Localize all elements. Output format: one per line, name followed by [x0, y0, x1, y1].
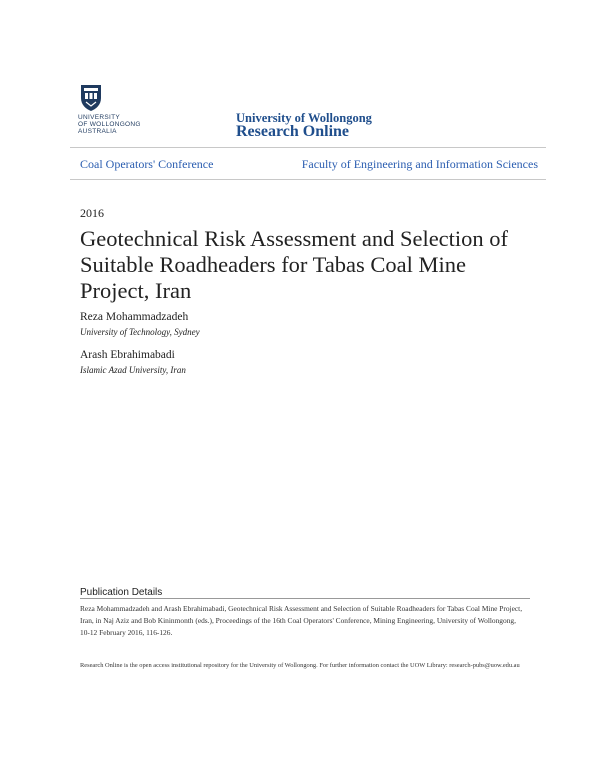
repository-name[interactable]: Research Online — [236, 123, 350, 140]
author-name: Arash Ebrahimabadi — [80, 349, 175, 361]
header-divider — [70, 147, 546, 148]
publication-details-heading: Publication Details — [80, 587, 163, 598]
logo-line: AUSTRALIA — [78, 128, 117, 135]
publication-year: 2016 — [80, 206, 104, 220]
nav-divider — [70, 179, 546, 180]
paper-title: Geotechnical Risk Assessment and Selection of Suitable Roadheaders for Tabas Coal Mine Project, Iran — [80, 226, 509, 303]
logo-line: UNIVERSITY — [78, 114, 121, 121]
publication-divider — [80, 598, 530, 599]
university-wordmark — [78, 114, 141, 135]
conference-link[interactable]: Coal Operators' Conference — [80, 157, 214, 171]
logo-line: OF WOLLONGONG — [78, 121, 141, 128]
author-name: Reza Mohammadzadeh — [80, 311, 189, 323]
faculty-link[interactable]: Faculty of Engineering and Information Sciences — [301, 157, 538, 171]
repository-footer: Research Online is the open access institutional repository for the University of Wollongong. For further information contact the UOW Library: research-pubs@uow.edu.au — [80, 662, 520, 669]
publication-details-text: Reza Mohammadzadeh and Arash Ebrahimabadi, Geotechnical Risk Assessment and Selection of Suitable Roadheaders for Tabas Coal Mine Project, Iran, in Naj Aziz and Bob Kininmonth (eds.), Proceedings of the 16th Coal Operators' Conference, Mining Engineering, University of Wollongong, 10-12 February 2016, 116-126. — [80, 604, 523, 637]
author-affiliation: Islamic Azad University, Iran — [80, 365, 186, 375]
author-affiliation: University of Technology, Sydney — [80, 327, 200, 337]
university-crest-icon — [80, 84, 102, 112]
university-name[interactable]: University of Wollongong — [236, 111, 372, 125]
